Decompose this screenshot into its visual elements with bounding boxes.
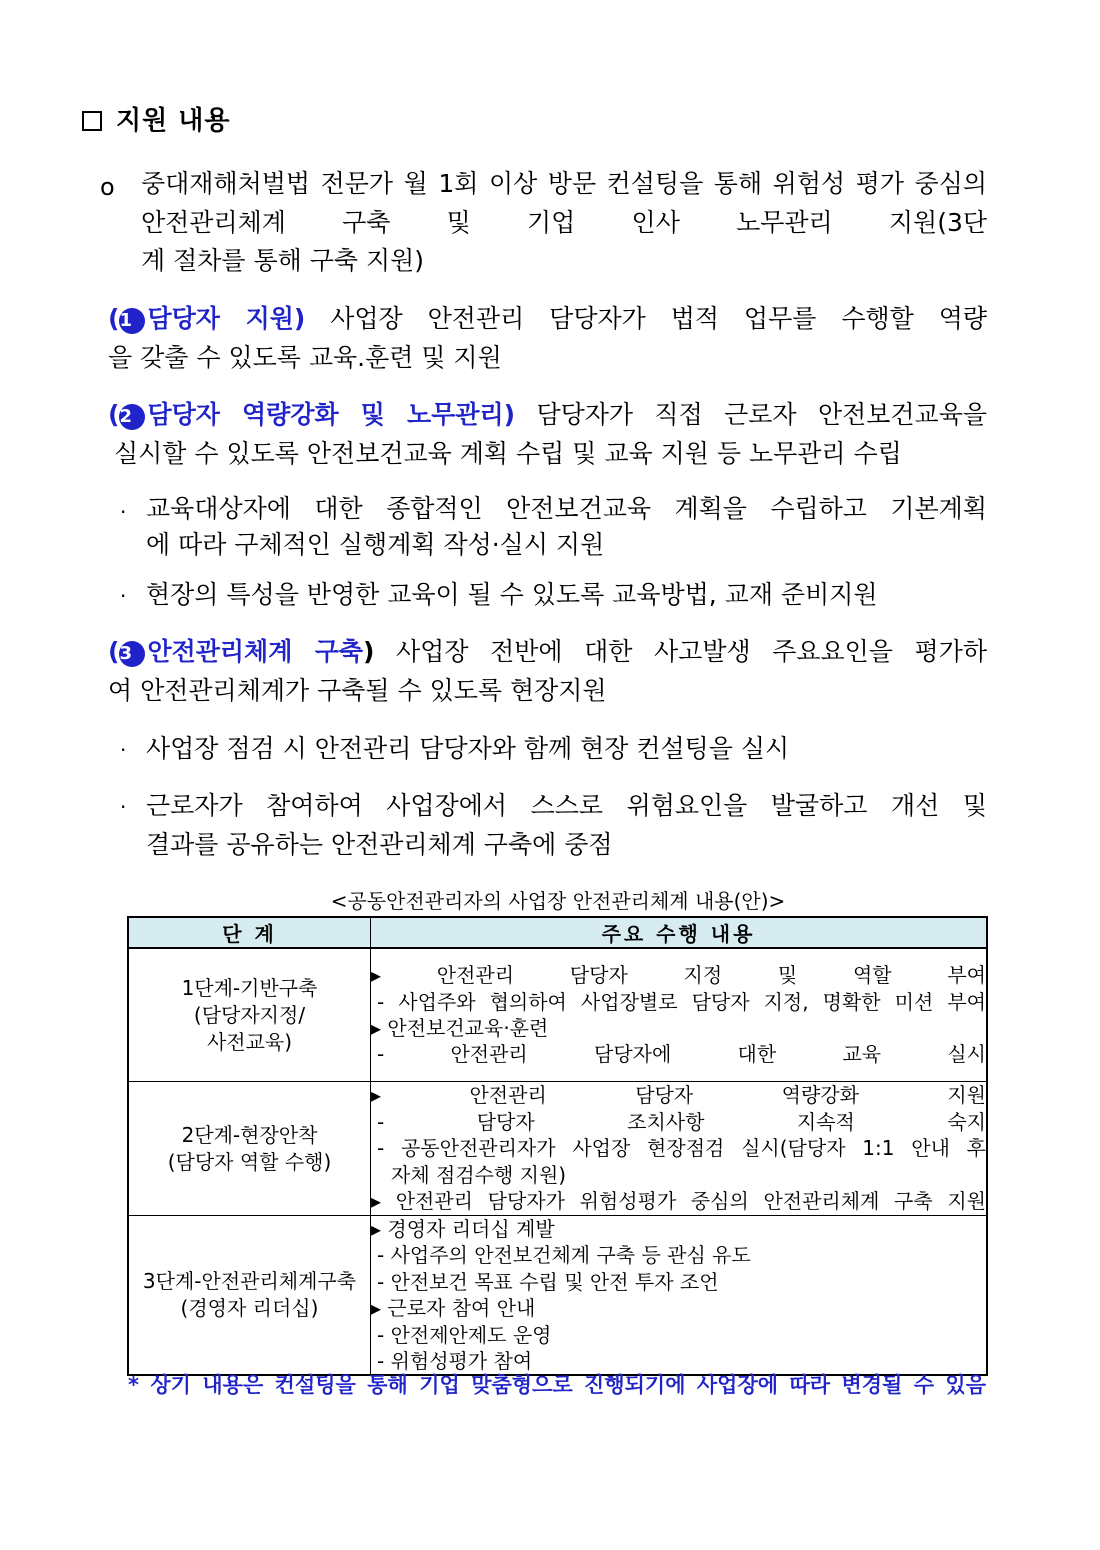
task-item: - 사업주와 협의하여 사업장별로 담당자 지정, 명확한 미션 부여	[377, 989, 986, 1014]
task-item: - 안전관리 담당자에 대한 교육 실시	[377, 1042, 986, 1067]
stages-table	[127, 916, 988, 1376]
support-3-bullet-2: 근로자가 참여하여 사업장에서 스스로 위험요인을 발굴하고 개선 및 결과를 공유하는 안전관리체계 구축에 중점	[146, 791, 987, 859]
task-item: ▸ 안전보건교육·훈련	[371, 1016, 549, 1040]
table-caption: <공동안전관리자의 사업장 안전관리체계 내용(안)>	[330, 889, 786, 913]
support-3-paragraph	[108, 633, 987, 710]
intro-line: 계 절차를 통해 구축 지원)	[141, 246, 425, 275]
support-1-paragraph	[108, 300, 987, 377]
support-2-line: 실시할 수 있도록 안전보건교육 계획 수립 및 교육 지원 등 노무관리 수립	[114, 438, 902, 468]
section-heading	[82, 100, 231, 137]
stage-cell: 3단계-안전관리체계구축 (경영자 리더십)	[128, 1216, 371, 1376]
task-item: ▸ 근로자 참여 안내	[371, 1296, 536, 1321]
intro-line: 중대재해처벌법 전문가 월 1회 이상 방문 컨설팅을 통해 위험성	[141, 169, 846, 198]
task-item: ▸ 안전관리 담당자 지정 및 역할 부여	[371, 963, 986, 988]
task-item: 자체 점검수행 지원)	[391, 1162, 567, 1187]
intro-paragraph	[141, 165, 987, 281]
intro-line: 평가 중심의 안전관리체계 구축 및 기업 인사 노무관리 지원(3단	[141, 169, 987, 237]
task-item: - 사업주의 안전보건체계 구축 등 관심 유도	[377, 1243, 751, 1268]
task-item: ▸ 안전관리 담당자가 위험성평가 중심의 안전관리체계 구축 지원	[371, 1189, 986, 1214]
support-2-bullet-2: 현장의 특성을 반영한 교육이 될 수 있도록 교육방법, 교재 준비지원	[146, 580, 878, 609]
task-item: - 담당자 조치사항 지속적 숙지	[377, 1109, 986, 1134]
table-row	[128, 1216, 987, 1376]
support-3-line: 여 안전관리체계가 구축될 수 있도록 현장지원	[108, 675, 607, 705]
support-3-title: (3 안전관리체계 구축)	[108, 637, 375, 666]
header-stage: 단 계	[128, 917, 371, 948]
table-row	[128, 948, 987, 1082]
number-1-icon: 1	[119, 308, 145, 334]
support-2-line: 담당자가 직접 근로자 안전보건교육을	[515, 400, 987, 429]
bullet-dot: ·	[120, 584, 127, 608]
bullet-dot: ·	[120, 795, 127, 819]
table-header-row	[128, 917, 987, 948]
support-2-paragraph	[108, 396, 987, 473]
header-tasks: 주요 수행 내용	[371, 917, 988, 948]
bullet-circle: o	[100, 173, 115, 201]
bullet-dot: ·	[120, 738, 127, 762]
table-row	[128, 1082, 987, 1216]
support-2-title: (2 담당자 역량강화 및 노무관리)	[108, 400, 516, 429]
number-3-icon: 3	[119, 641, 145, 667]
task-item: - 안전보건 목표 수립 및 안전 투자 조언	[377, 1269, 719, 1294]
task-item: ▸ 안전관리 담당자 역량강화 지원	[371, 1083, 986, 1108]
stage-cell: 1단계-기반구축 (담당자지정/ 사전교육)	[128, 948, 371, 1082]
support-1-line: 을 갖출 수 있도록 교육.훈련 및 지원	[108, 342, 502, 372]
support-2-bullet-1: 교육대상자에 대한 종합적인 안전보건교육 계획을 수립하고 기본계획 에 따라 구체적인 실행계획 작성·실시 지원	[146, 494, 987, 559]
tasks-cell	[371, 1216, 988, 1376]
section-heading-text: 지원 내용	[116, 106, 231, 136]
task-item: - 위험성평가 참여	[377, 1349, 533, 1374]
support-1-line: 사업장 안전관리 담당자가 법적 업무를 수행할 역량	[305, 304, 987, 333]
task-item: - 안전제안제도 운영	[377, 1322, 552, 1347]
bullet-dot: ·	[120, 500, 127, 524]
checkbox-square-icon	[82, 111, 102, 131]
support-3-bullet-1: 사업장 점검 시 안전관리 담당자와 함께 현장 컨설팅을 실시	[146, 734, 790, 763]
footnote: * 상기 내용은 컨설팅을 통해 기업 맞춤형으로 진행되기에 사업장에 따라 변경될 수 있음	[128, 1373, 986, 1397]
task-item: ▸ 경영자 리더십 계발	[371, 1217, 555, 1241]
stage-cell: 2단계-현장안착 (담당자 역할 수행)	[128, 1082, 371, 1216]
support-1-title: (1 담당자 지원)	[108, 304, 306, 333]
task-item: - 공동안전관리자가 사업장 현장점검 실시(담당자 1:1 안내 후	[377, 1136, 986, 1161]
tasks-cell	[371, 1082, 988, 1216]
number-2-icon: 2	[119, 404, 145, 430]
support-3-line: 사업장 전반에 대한 사고발생 주요요인을 평가하	[374, 637, 988, 666]
tasks-cell	[371, 948, 988, 1082]
